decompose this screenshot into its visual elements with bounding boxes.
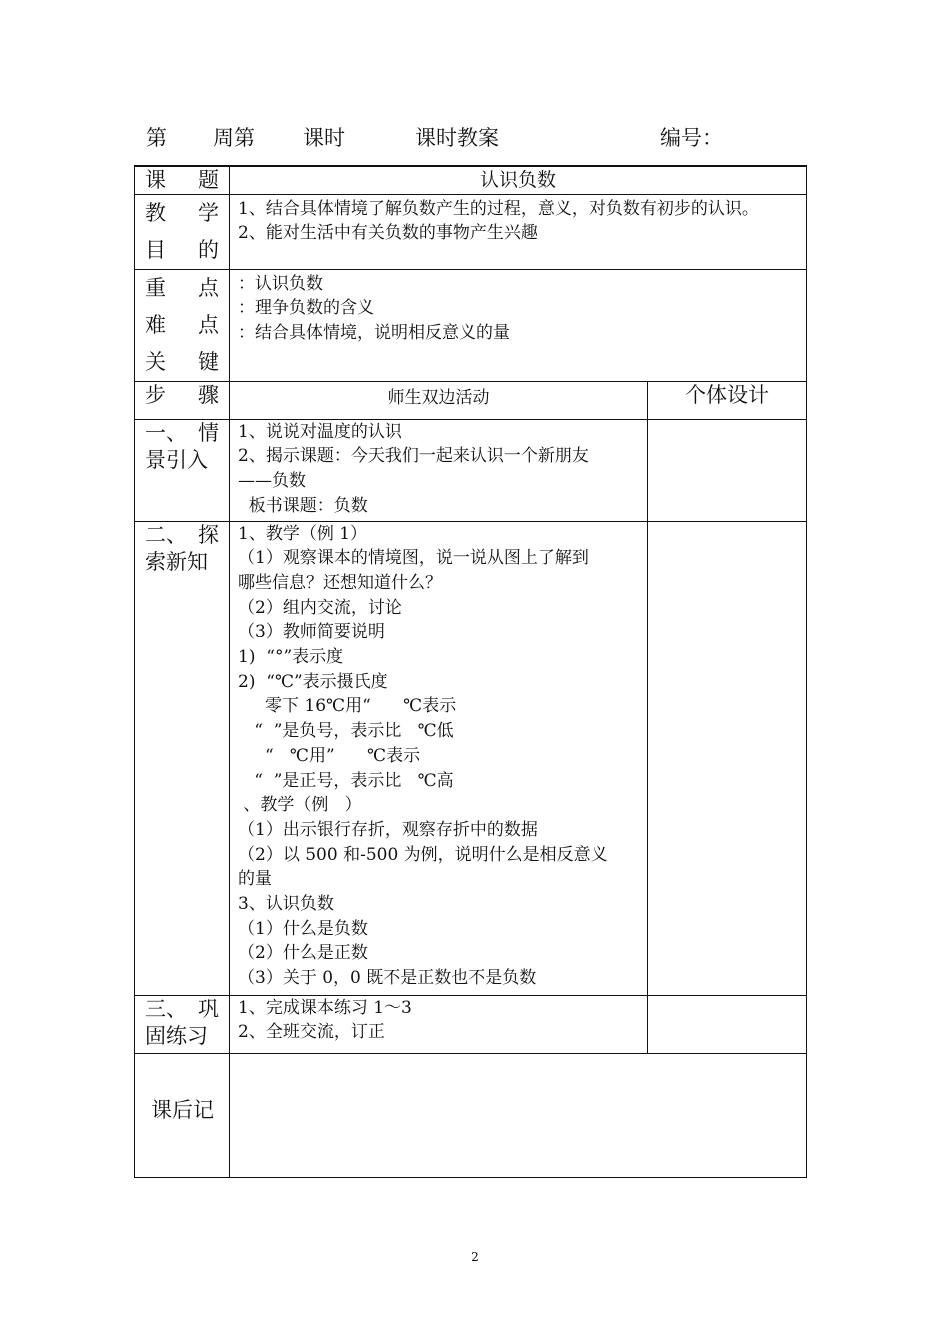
- step2-line: （1）观察课本的情境图，说一说从图上了解到: [238, 548, 589, 569]
- step2-line: “ ℃用” ℃表示: [238, 745, 421, 766]
- step2-line: （3）关于 0，0 既不是正数也不是负数: [238, 968, 537, 989]
- step1-label-2: 景引入: [145, 447, 208, 472]
- goals-label-1a: 教: [145, 200, 166, 225]
- topic-label-a: 课: [145, 168, 166, 192]
- step2-line: （1）出示银行存折，观察存折中的数据: [238, 819, 538, 840]
- step3-label-2: 固练习: [145, 1023, 208, 1048]
- step2-content: [230, 521, 648, 995]
- goals-label-2b: 的: [198, 237, 219, 262]
- topic-label-b: 题: [198, 168, 219, 192]
- step2-design: [648, 521, 807, 995]
- goals-line: 2、能对生活中有关负数的事物产生兴趣: [238, 223, 538, 244]
- goals-line: 1、结合具体情境了解负数产生的过程，意义，对负数有初步的认识。: [238, 198, 759, 219]
- topic-value: 认识负数: [230, 166, 807, 194]
- header-week: 第: [146, 126, 167, 150]
- lesson-plan-table: [134, 165, 807, 1178]
- step2-line: （2）组内交流，讨论: [238, 597, 402, 618]
- goals-label-2a: 目: [145, 237, 166, 262]
- activity-header: 师生双边活动: [230, 381, 648, 419]
- steps-header-row: [135, 381, 807, 419]
- step1-design: [648, 419, 807, 521]
- step2-row: [135, 521, 807, 995]
- step2-line: 、教学（例 ）: [238, 795, 362, 816]
- keys-label-2a: 难: [145, 312, 166, 337]
- step2-label-2: 索新知: [145, 549, 208, 574]
- step1-content: [230, 419, 648, 521]
- keys-content: [230, 269, 807, 381]
- goals-content: [230, 194, 807, 269]
- step2-line: 2) “℃”表示摄氏度: [238, 671, 388, 692]
- header-week-mid: 周第: [213, 126, 255, 150]
- step1-line: 1、说说对温度的认识: [238, 421, 402, 442]
- design-header: 个体设计: [648, 381, 807, 419]
- step1-row: [135, 419, 807, 521]
- step2-line: （2）以 500 和-500 为例，说明什么是相反意义: [238, 844, 608, 865]
- step3-content: [230, 995, 648, 1053]
- step2-line: 零下 16℃用“ ℃表示: [238, 696, 457, 717]
- step2-label-1a: 二、: [145, 522, 187, 547]
- goals-row: [135, 194, 807, 269]
- keys-label-3b: 键: [198, 349, 219, 374]
- steps-label-a: 步: [145, 382, 166, 407]
- steps-label-b: 骤: [198, 382, 219, 407]
- step1-line: ——负数: [238, 470, 306, 491]
- step2-line: 哪些信息？还想知道什么？: [238, 572, 442, 593]
- after-class-label: 课后记: [135, 1053, 230, 1177]
- keys-line: ：认识负数: [238, 273, 323, 294]
- step1-label-1a: 一、: [145, 420, 187, 445]
- step1-line: 2、揭示课题：今天我们一起来认识一个新朋友: [238, 446, 589, 467]
- keys-label-1a: 重: [145, 275, 166, 300]
- step3-label-1b: 巩: [198, 996, 219, 1021]
- keys-line: ：理争负数的含义: [238, 298, 374, 319]
- step2-line: 1) “°”表示度: [238, 647, 344, 668]
- page-number: 2: [471, 1250, 479, 1264]
- keys-label-1b: 点: [198, 275, 219, 300]
- step3-line: 1、完成课本练习 1～3: [238, 997, 412, 1018]
- step2-line: “ ”是负号，表示比 ℃低: [238, 721, 454, 742]
- step2-line: 3、认识负数: [238, 894, 334, 915]
- step3-line: 2、全班交流，订正: [238, 1022, 385, 1043]
- topic-row: [135, 166, 807, 194]
- step3-label-1a: 三、: [145, 996, 187, 1021]
- step1-label-1b: 情: [198, 420, 219, 445]
- step2-line: 的量: [238, 869, 272, 890]
- step1-line: 板书课题：负数: [238, 495, 368, 516]
- header-plan: 课时教案: [415, 126, 499, 150]
- after-class-notes: [230, 1053, 807, 1177]
- keys-label-3a: 关: [145, 349, 166, 374]
- step2-line: （2）什么是正数: [238, 943, 368, 964]
- step2-label-1b: 探: [198, 522, 219, 547]
- keys-row: [135, 269, 807, 381]
- step2-line: （3）教师简要说明: [238, 622, 385, 643]
- step2-line: “ ”是正号，表示比 ℃高: [238, 770, 454, 791]
- header-period: 课时: [303, 126, 345, 150]
- step3-row: [135, 995, 807, 1053]
- keys-label-2b: 点: [198, 312, 219, 337]
- keys-line: ：结合具体情境，说明相反意义的量: [238, 322, 510, 343]
- header-number: 编号：: [660, 126, 723, 150]
- step3-design: [648, 995, 807, 1053]
- step2-line: 1、教学（例 1）: [238, 523, 368, 544]
- step2-line: （1）什么是负数: [238, 918, 368, 939]
- after-class-row: [135, 1053, 807, 1177]
- goals-label-1b: 学: [198, 200, 219, 225]
